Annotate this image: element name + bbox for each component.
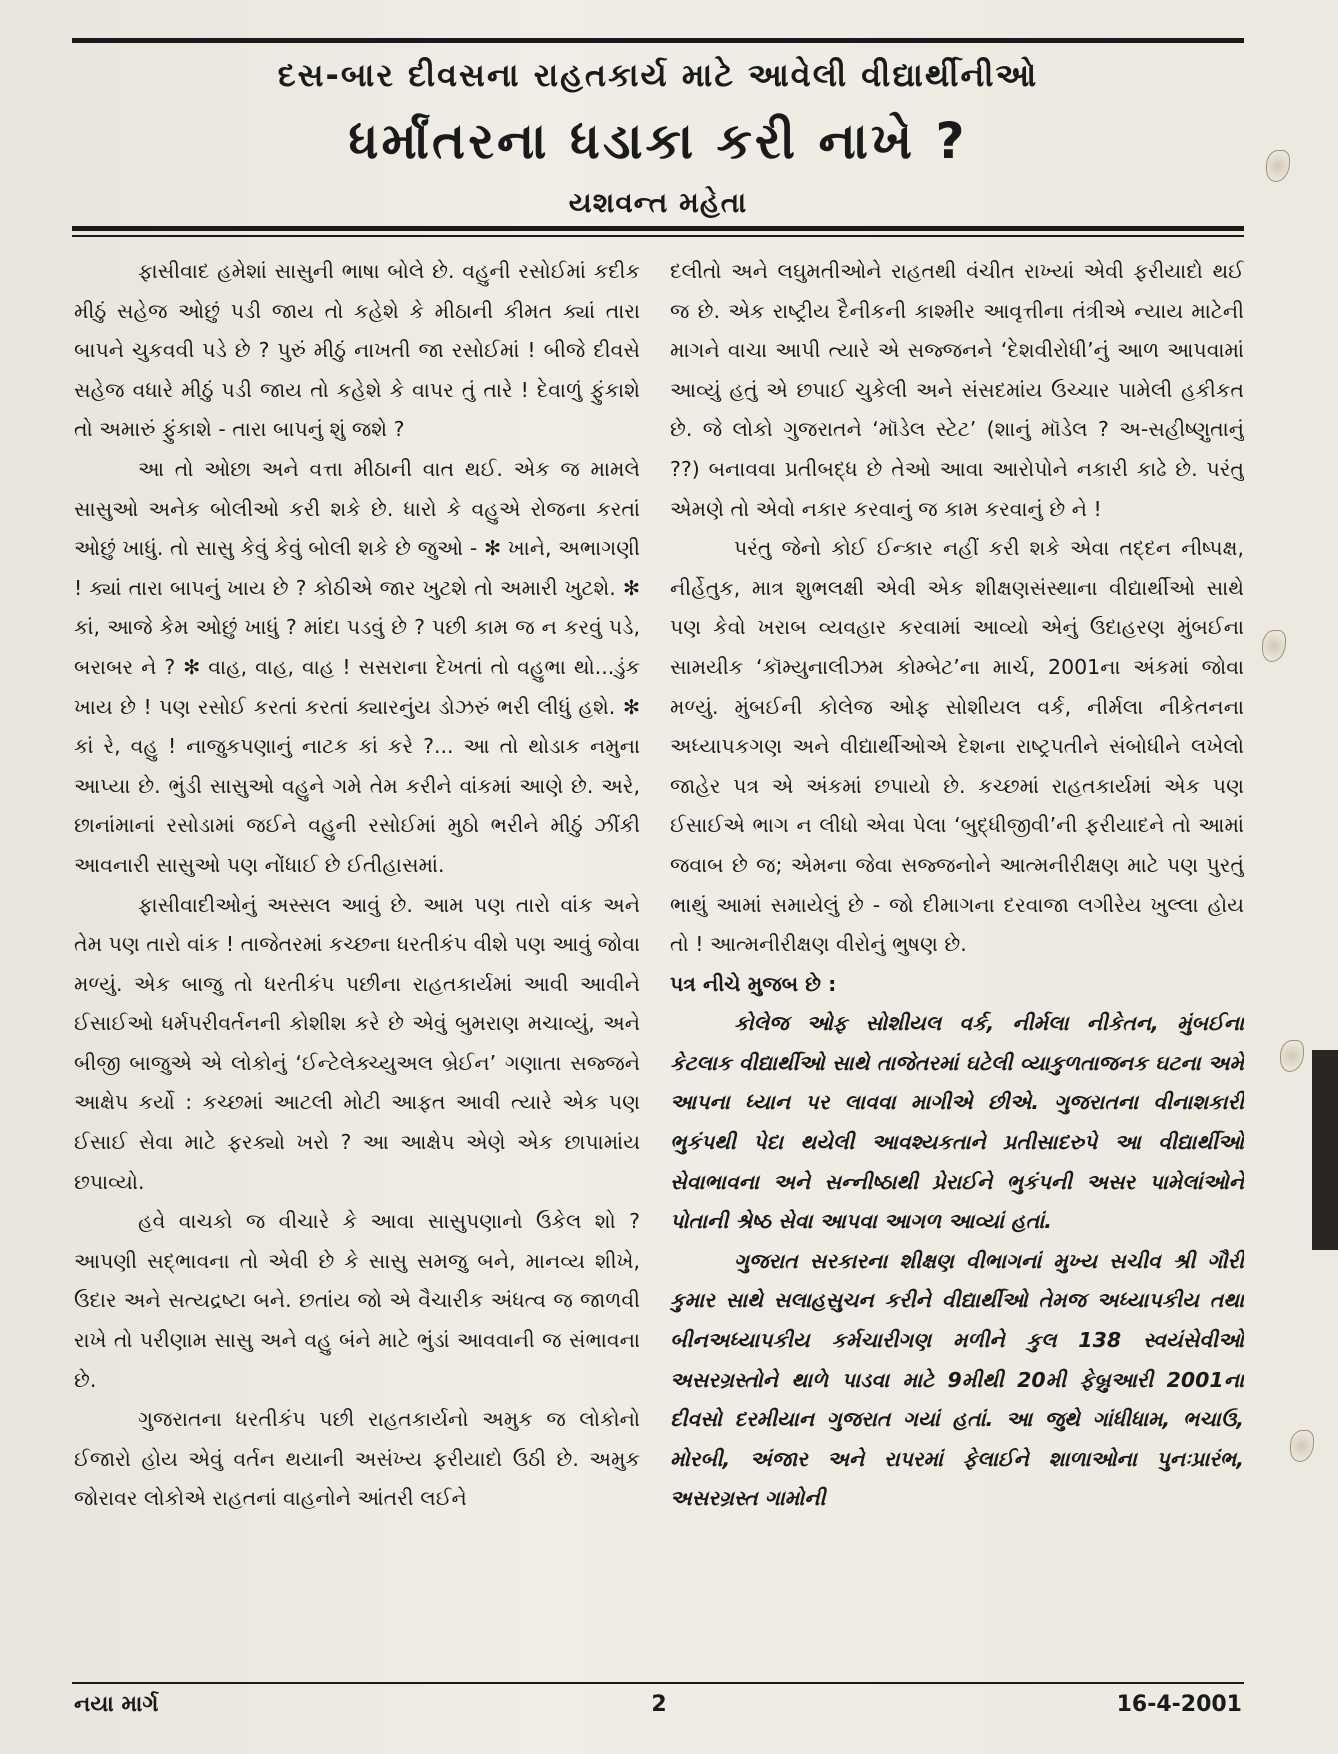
footer-page-number: 2 bbox=[651, 1692, 667, 1717]
body-paragraph: પરંતુ જેનો કોઈ ઈન્કાર નહીં કરી શકે એવા તદ્દન નીષ્પક્ષ, નીર્હેતુક, માત્ર શુભલક્ષી એવી એક શીક્ષણસંસ્થાના વીદ્યાર્થીઓ સાથે પણ કેવો ખરાબ વ્યવહાર કરવામાં આવ્યો એનું ઉદાહરણ મુંબઈના સામયીક ‘કૉમ્યુનાલીઝમ કોમ્બેટ’ના માર્ચ, 2001ના અંકમાં જોવા મળ્યું. મુંબઈની કોલેજ ઓફ સોશીયલ વર્ક, નીર્મલા નીકેતનના અધ્યાપકગણ અને વીદ્યાર્થીઓએ દેશના રાષ્ટ્રપતીને સંબોધીને લખેલો જાહેર પત્ર એ અંકમાં છપાયો છે. કચ્છમાં રાહતકાર્યમાં એક પણ ઈસાઈએ ભાગ ન લીધો એવા પેલા ‘બુદ્ધીજીવી’ની ફરીયાદને તો આમાં જવાબ છે જ; એમના જેવા સજ્જનોને આત્મનીરીક્ષણ માટે પણ પુરતું ભાથું આમાં સમાયેલું છે - જો દીમાગના દરવાજા લગીરેય ખુલ્લા હોય તો ! આત્મનીરીક્ષણ વીરોનું ભુષણ છે. bbox=[670, 536, 1244, 957]
body-paragraph: આ તો ઓછા અને વત્તા મીઠાની વાત થઈ. એક જ મામલે સાસુઓ અનેક બોલીઓ કરી શકે છે. ધારો કે વહુએ રોજના કરતાં ઓછું ખાધું. તો સાસુ કેવું કેવું બોલી શકે છે જુઓ - ✻ ખાને, અભાગણી ! ક્યાં તારા બાપનું ખાય છે ? કોઠીએ જાર ખુટશે તો અમારી ખુટશે. ✻ કાં, આજે કેમ ઓછું ખાધું ? માંદા પડવું છે ? પછી કામ જ ન કરવું પડે, બરાબર ને ? ✻ વાહ, વાહ, વાહ ! સસરાના દેખતાં તો વહુભા થો...ડુંક ખાય છે ! પણ રસોઈ કરતાં કરતાં ક્યારનુંય ડોઝરું ભરી લીધું હશે. ✻ કાં રે, વહુ ! નાજુકપણાનું નાટક કાં કરે ?... આ તો થોડાક નમુના આપ્યા છે. ભુંડી સાસુઓ વહુને ગમે તેમ કરીને વાંકમાં આણે છે. અરે, છાનાંમાનાં રસોડામાં જઈને વહુની રસોઈમાં મુઠો ભરીને મીઠું ઝીંકી આવનારી સાસુઓ પણ નોંધાઈ છે ઈતીહાસમાં. bbox=[74, 456, 640, 877]
body-paragraph: દલીતો અને લઘુમતીઓને રાહતથી વંચીત રાખ્યાં એવી ફરીયાદો થઈ જ છે. એક રાષ્ટ્રીય દૈનીકની કાશ્મીર આવૃત્તીના તંત્રીએ ન્યાય માટેની માગને વાચા આપી ત્યારે એ સજ્જનને ‘દેશવીરોધી’નું આળ આપવામાં આવ્યું હતું એ છપાઈ ચુકેલી અને સંસદમાંય ઉચ્ચાર પામેલી હકીકત છે. જે લોકો ગુજરાતને ‘મૉડેલ સ્ટેટ’ (શાનું મૉડેલ ? અ-સહીષ્ણુતાનું ??) બનાવવા પ્રતીબદ્ધ છે તેઓ આવા આરોપોને નકારી કાઢે છે. પરંતુ એમણે તો એવો નકાર કરવાનું જ કામ કરવાનું છે ને ! bbox=[670, 259, 1244, 521]
torn-edge-shadow bbox=[1312, 1050, 1338, 1250]
body-paragraph: ફાસીવાદ હમેશાં સાસુની ભાષા બોલે છે. વહુની રસોઈમાં કદીક મીઠું સહેજ ઓછું પડી જાય તો કહેશે કે મીઠાની કીમત ક્યાં તારા બાપને ચુકવવી પડે છે ? પુરું મીઠું નાખતી જા રસોઈમાં ! બીજે દીવસે સહેજ વધારે મીઠું પડી જાય તો કહેશે કે વાપર તું તારે ! દેવાળું ફુંકાશે તો અમારું ફુંકાશે - તારા બાપનું શું જશે ? bbox=[74, 259, 640, 442]
footer-date: 16-4-2001 bbox=[1116, 1692, 1242, 1717]
header-rule-thin bbox=[72, 235, 1244, 237]
right-column bbox=[670, 252, 1244, 1672]
body-paragraph: ફાસીવાદીઓનું અસ્સલ આવું છે. આમ પણ તારો વાંક અને તેમ પણ તારો વાંક ! તાજેતરમાં કચ્છના ધરતીકંપ વીશે પણ આવું જોવા મળ્યું. એક બાજુ તો ધરતીકંપ પછીના રાહતકાર્યમાં આવી આવીને ઈસાઈઓ ધર્મપરીવર્તનની કોશીશ કરે છે એવું બુમરાણ મચાવ્યું, અને બીજી બાજુએ એ લોકોનું ‘ઈન્ટેલેક્ચ્યુઅલ બ્રેઈન’ ગણાતા સજ્જને આક્ષેપ કર્યો : કચ્છમાં આટલી મોટી આફત આવી ત્યારે એક પણ ઈસાઈ સેવા માટે ફરક્યો ખરો ? આ આક્ષેપ એણે એક છાપામાંય છપાવ્યો. bbox=[74, 892, 640, 1194]
footer-publication: નયા માર્ગ bbox=[74, 1692, 159, 1717]
paper-tear-mark bbox=[1266, 150, 1290, 182]
paper-tear-mark bbox=[1262, 630, 1286, 662]
footer-rule bbox=[72, 1682, 1244, 1684]
letter-paragraph: ગુજરાત સરકારના શીક્ષણ વીભાગનાં મુખ્ય સચીવ શ્રી ગૌરી કુમાર સાથે સલાહસુચન કરીને વીદ્યાર્થીઓ તેમજ અધ્યાપકીય તથા બીનઅધ્યાપકીય કર્મચારીગણ મળીને કુલ 138 સ્વયંસેવીઓ અસરગ્રસ્તોને થાળે પાડવા માટે 9મીથી 20મી ફેબ્રુઆરી 2001ના દીવસો દરમીયાન ગુજરાત ગયાં હતાં. આ જુથે ગાંધીધામ, ભચાઉ, મોરબી, અંજાર અને રાપરમાં ફેલાઈને શાળાઓના પુનઃપ્રારંભ, અસરગ્રસ્ત ગામોની bbox=[670, 1248, 1244, 1511]
body-paragraph: હવે વાચકો જ વીચારે કે આવા સાસુપણાનો ઉકેલ શો ? આપણી સદ્ભાવના તો એવી છે કે સાસુ સમજુ બને, માનવ્ય શીખે, ઉદાર અને સત્યદ્રષ્ટા બને. છતાંય જો એ વૈચારીક અંધત્વ જ જાળવી રાખે તો પરીણામ સાસુ અને વહુ બંને માટે ભુંડાં આવવાની જ સંભાવના છે. bbox=[74, 1209, 640, 1392]
article-kicker: દસ-બાર દીવસના રાહતકાર્ય માટે આવેલી વીદ્યાર્થીનીઓ bbox=[277, 56, 1039, 94]
article-byline: યશવન્ત મહેતા bbox=[568, 186, 748, 219]
letter-paragraph: કોલેજ ઓફ સોશીયલ વર્ક, નીર્મલા નીકેતન, મુંબઈના કેટલાક વીદ્યાર્થીઓ સાથે તાજેતરમાં ઘટેલી વ્યાકુળતાજનક ઘટના અમે આપના ધ્યાન પર લાવવા માગીએ છીએ. ગુજરાતના વીનાશકારી ભુકંપથી પેદા થયેલી આવશ્યકતાને પ્રતીસાદરુપે આ વીદ્યાર્થીઓ સેવાભાવના અને સન્નીષ્ઠાથી પ્રેરાઈને ભુકંપની અસર પામેલાંઓને પોતાની શ્રેષ્ઠ સેવા આપવા આગળ આવ્યાં હતાં. bbox=[670, 1011, 1244, 1234]
article-headline: ધર્માંતરના ધડાકા કરી નાખે ? bbox=[348, 112, 968, 170]
left-column bbox=[74, 252, 640, 1672]
body-paragraph: ગુજરાતના ધરતીકંપ પછી રાહતકાર્યનો અમુક જ લોકોનો ઈજારો હોય એવું વર્તન થયાની અસંખ્ય ફરીયાદો ઉઠી છે. અમુક જોરાવર લોકોએ રાહતનાં વાહનોને આંતરી લઈને bbox=[74, 1407, 640, 1511]
letter-subhead: પત્ર નીચે મુજબ છે : bbox=[670, 971, 837, 996]
top-rule bbox=[72, 38, 1244, 43]
paper-tear-mark bbox=[1290, 1430, 1314, 1462]
header-rule-thick bbox=[72, 226, 1244, 231]
paper-tear-mark bbox=[1280, 1040, 1304, 1072]
